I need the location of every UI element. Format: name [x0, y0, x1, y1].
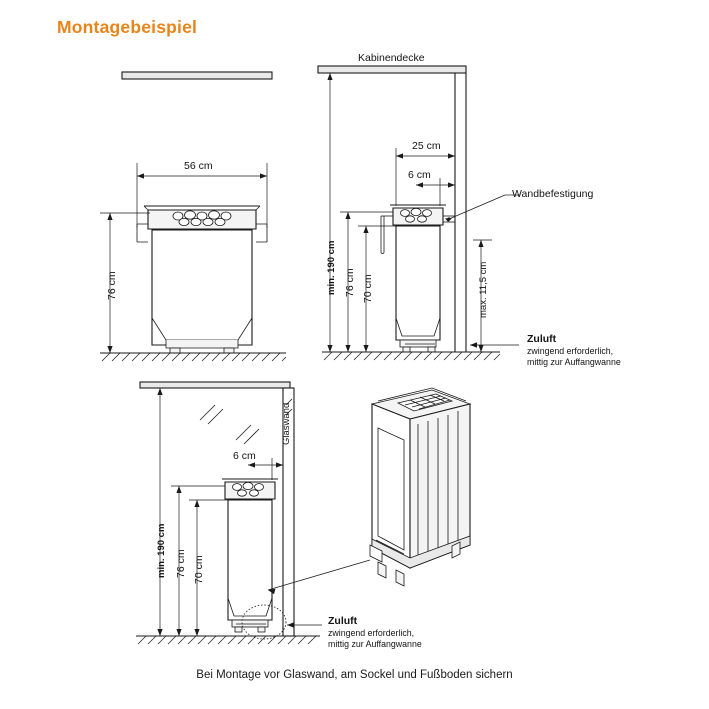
side-dim-76-label: 76 cm — [344, 268, 356, 297]
side-dim-6-label: 6 cm — [408, 169, 431, 181]
glass-dim-6-label: 6 cm — [233, 450, 256, 462]
side-floor — [322, 352, 500, 360]
side-zuluft-line2: mittig zur Auffangwanne — [527, 357, 621, 367]
glass-dim-ceiling — [157, 388, 162, 636]
side-dim-ceiling — [327, 73, 332, 352]
side-dim-gap-6 — [416, 178, 455, 206]
glass-stove-body — [222, 479, 286, 639]
front-dim-width-label: 56 cm — [184, 160, 213, 172]
perspective-stove — [370, 388, 470, 586]
cabin-ceiling-label: Kabinendecke — [358, 52, 425, 64]
glass-wall-label: Glaswand — [281, 402, 292, 445]
wall-mount-label: Wandbefestigung — [512, 188, 594, 200]
glass-ceiling-slab — [140, 382, 290, 388]
side-zuluft-line1: zwingend erforderlich, — [527, 346, 614, 356]
side-zuluft-arrow — [470, 342, 519, 348]
glass-zuluft-arrow — [287, 622, 322, 628]
figure-caption: Bei Montage vor Glaswand, am Sockel und Fußboden sichern — [196, 669, 513, 681]
glass-floor — [136, 636, 320, 644]
glass-zuluft-line2: mittig zur Auffangwanne — [328, 639, 422, 649]
wall-mount-leader — [445, 195, 520, 222]
front-dim-height-label: 76 cm — [106, 271, 118, 300]
side-zuluft-title: Zuluft — [527, 333, 557, 345]
glass-dim-ceiling-label: min. 190 cm — [156, 523, 167, 578]
side-stove-body — [381, 205, 446, 352]
side-dim-bracket-label: max. 11,5 cm — [478, 261, 489, 318]
side-ceiling-slab — [318, 66, 466, 73]
side-dim-25-label: 25 cm — [412, 140, 441, 152]
front-floor — [100, 353, 286, 361]
glass-dim-70-label: 70 cm — [193, 555, 205, 584]
front-stove-body — [137, 206, 267, 353]
side-dim-ceiling-label: min. 190 cm — [326, 240, 337, 295]
glass-zuluft-line1: zwingend erforderlich, — [328, 628, 415, 638]
glass-dim-76-label: 76 cm — [175, 549, 187, 578]
glass-zuluft-title: Zuluft — [328, 615, 358, 627]
page-title: Montagebeispiel — [57, 17, 198, 37]
front-ceiling-slab — [122, 72, 272, 79]
side-dim-70-label: 70 cm — [362, 274, 374, 303]
